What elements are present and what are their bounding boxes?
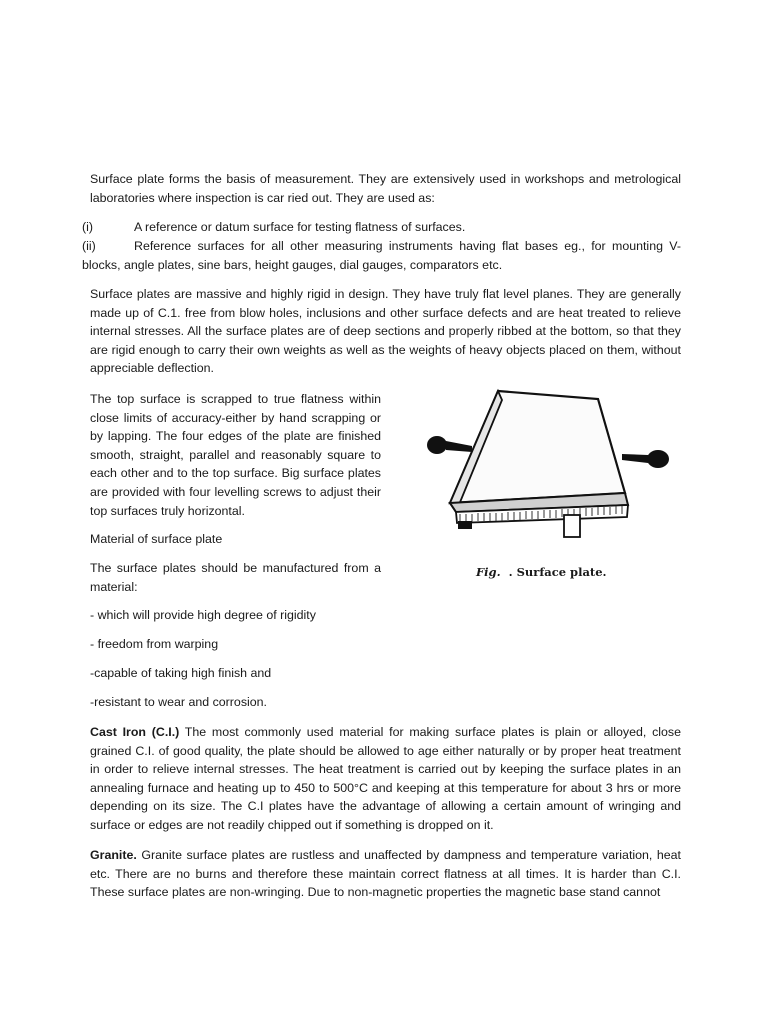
granite-paragraph (90, 846, 681, 902)
granite-heading: Granite. (90, 848, 137, 862)
material-intro-paragraph: The surface plates should be manufactured from a material: (90, 561, 381, 594)
design-paragraph: Surface plates are massive and highly rigid in design. They have truly flat level planes. They are generally made up of C.1. free from blow holes, inclusions and other surface defects and are heat treated to relieve internal stresses. All the surface plates are of deep sections and properly ribbed at the bottom, so that they are rigid enough to carry their own weights as well as the weights of heavy objects placed on them, without appreciable deflection. (90, 287, 681, 376)
figure-caption (476, 563, 607, 582)
list-text: Reference surfaces for all other measuring instruments having flat bases eg., for mounting V-blocks, angle plates, sine bars, height gauges, dial gauges, comparators etc. (82, 239, 681, 272)
plate-foot-left (458, 521, 472, 529)
bullet-item: - freedom from warping (90, 637, 219, 651)
list-item-2 (82, 237, 681, 274)
figure-label: Fig. (476, 565, 501, 579)
left-handle-knob (427, 436, 447, 454)
list-number: (i) (82, 220, 94, 234)
granite-text: Granite surface plates are rustless and unaffected by dampness and temperature variation, heat etc. There are no burns and therefore these maintain correct flatness at all times. It is harder than C.I. These surface plates are non-wringing. Due to non-magnetic properties the magnetic base stand cannot (90, 848, 681, 900)
left-handle-bar (446, 441, 472, 452)
figure-caption-text: . Surface plate. (508, 565, 607, 579)
cast-iron-paragraph (90, 723, 681, 835)
right-handle-knob (647, 450, 669, 468)
bullet-item: -resistant to wear and corrosion. (90, 695, 267, 709)
cast-iron-heading: Cast Iron (C.I.) (90, 725, 180, 739)
right-handle-bar (622, 454, 648, 463)
top-surface-paragraph: The top surface is scrapped to true flatness within close limits of accuracy-either by hand scrapping or by lapping. The four edges of the plate are finished smooth, straight, parallel and reasonably square to each other and to the top surface. Big surface plates are provided with four levelling screws to adjust their top surfaces truly horizontal. (90, 392, 381, 518)
surface-plate-figure (410, 375, 720, 595)
bullet-item: -capable of taking high finish and (90, 666, 272, 680)
bullet-item: - which will provide high degree of rigidity (90, 608, 316, 622)
list-text: A reference or datum surface for testing flatness of surfaces. (134, 220, 466, 234)
surface-plate-illustration (410, 375, 720, 565)
list-number: (ii) (82, 239, 96, 253)
list-item-1 (82, 218, 681, 237)
plate-foot-right (564, 515, 580, 537)
cast-iron-text: The most commonly used material for making surface plates is plain or alloyed, close grained C.I. of good quality, the plate should be allowed to age either naturally or by proper heat treatment in order to relieve internal stresses. The heat treatment is carried out by keeping the surface plates in an annealing furnace and heating up to 450 to 500°C and keeping at this temperature for about 3 hrs or more depending on its size. The C.I plates have the advantage of allowing a certain amount of wringing and surface or edges are not readily chipped out if something is dropped on it. (90, 725, 681, 832)
material-heading: Material of surface plate (90, 532, 223, 546)
intro-paragraph: Surface plate forms the basis of measurement. They are extensively used in workshops and metrological laboratories where inspection is car ried out. They are used as: (90, 172, 681, 205)
